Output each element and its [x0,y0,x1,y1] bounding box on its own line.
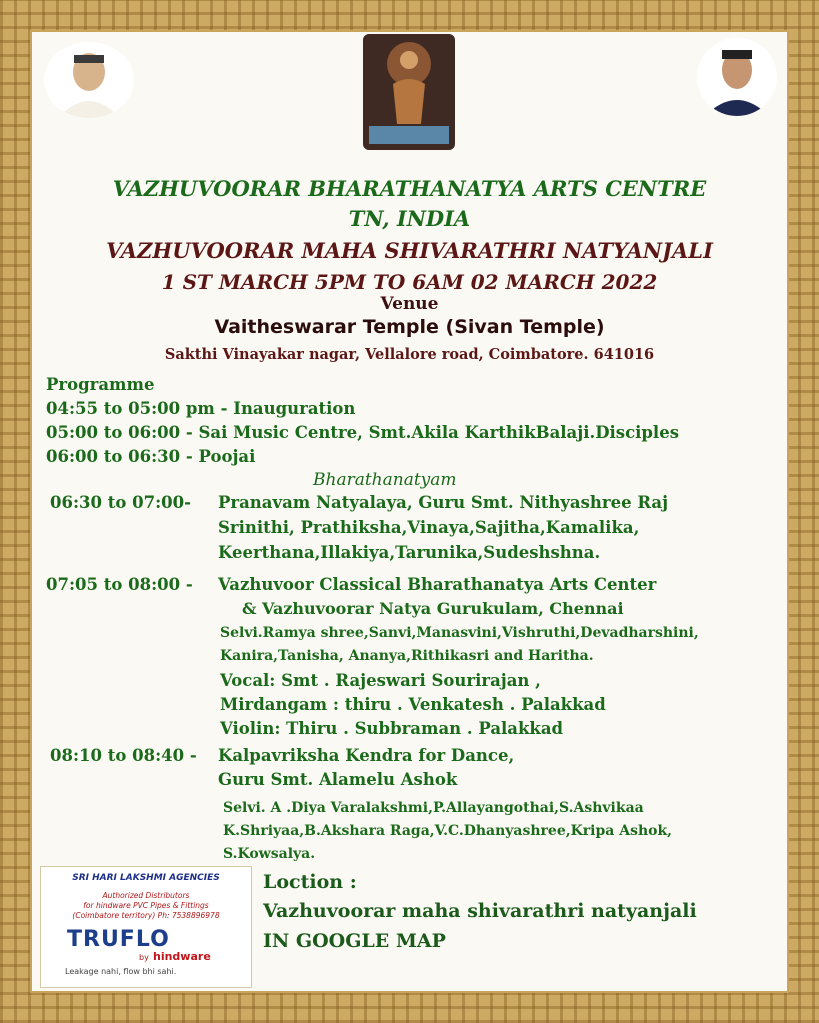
programme-item-poojai: 06:00 to 06:30 - Poojai [46,447,256,466]
venue-name: Vaitheswarar Temple (Sivan Temple) [214,316,605,338]
sponsor-line: (Coimbatore territory) Ph: 7538896978 [72,911,220,920]
sponsor-name: SRI HARI LAKSHMI AGENCIES [72,873,220,883]
programme-item-time: 08:10 to 08:40 - [50,746,197,765]
programme-item-mirdangam: Mirdangam : thiru . Venkatesh . Palakkad [220,695,606,714]
programme-item-vocal: Vocal: Smt . Rajeswari Sourirajan , [220,671,541,690]
programme-item-inauguration: 04:55 to 05:00 pm - Inauguration [46,399,356,418]
programme-item-artists: Kanira,Tanisha, Ananya,Rithikasri and Haritha. [220,648,594,664]
venue-address: Sakthi Vinayakar nagar, Vellalore road, Coimbatore. 641016 [164,346,655,363]
section-heading-bharathanatyam: Bharathanatyam [313,470,457,490]
sponsor-line: Authorized Distributors [102,891,190,900]
google-map-link[interactable]: IN GOOGLE MAP [263,930,446,952]
programme-item-performer: Vazhuvoor Classical Bharathanatya Arts Center [218,575,657,594]
programme-item-time: 07:05 to 08:00 - [46,575,193,594]
programme-item-artists: K.Shriyaa,B.Akshara Raga,V.C.Dhanyashree,Kripa Ashok, [223,823,673,839]
right-portrait-photo [697,38,777,116]
location-name: Vazhuvoorar maha shivarathri natyanjali [263,900,697,922]
programme-item-artists: Selvi. A .Diya Varalakshmi,P.Allayangothai,S.Ashvikaa [223,800,644,816]
programme-item-violin: Violin: Thiru . Subbraman . Palakkad [220,719,564,738]
programme-item-performer: Kalpavriksha Kendra for Dance, [218,746,515,765]
programme-label: Programme [46,375,155,394]
location-label: Loction : [263,871,357,893]
truflo-logo: TRUFLO [67,927,170,952]
sponsor-ad [40,866,252,988]
event-dates: 1 ST MARCH 5PM TO 6AM 02 MARCH 2022 [161,270,658,294]
programme-item-artists: Keerthana,Illakiya,Tarunika,Sudeshshna. [218,543,601,562]
left-portrait-photo [44,42,134,118]
brand-by: by [139,953,149,962]
nataraja-image [363,34,455,150]
hindware-logo: hindware [153,950,211,963]
location-subtitle: TN, INDIA [348,206,471,231]
programme-item-artists: Srinithi, Prathiksha,Vinaya,Sajitha,Kamalika, [218,518,640,537]
programme-item-performer: Pranavam Natyalaya, Guru Smt. Nithyashree Raj [218,493,669,512]
programme-item-performer: & Vazhuvoorar Natya Gurukulam, Chennai [242,599,624,618]
programme-item-music: 05:00 to 06:00 - Sai Music Centre, Smt.Akila KarthikBalaji.Disciples [46,423,679,442]
programme-item-time: 06:30 to 07:00- [50,493,191,512]
programme-item-artists: S.Kowsalya. [223,846,316,862]
venue-label: Venue [380,294,439,314]
programme-item-guru: Guru Smt. Alamelu Ashok [218,770,458,789]
sponsor-line: for hindware PVC Pipes & Fittings [83,901,209,910]
brand-tagline: Leakage nahi, flow bhi sahi. [65,967,177,976]
programme-item-artists: Selvi.Ramya shree,Sanvi,Manasvini,Vishruthi,Devadharshini, [220,625,699,641]
event-title: VAZHUVOORAR MAHA SHIVARATHRI NATYANJALI [106,238,713,263]
centre-title: VAZHUVOORAR BHARATHANATYA ARTS CENTRE [112,176,707,201]
